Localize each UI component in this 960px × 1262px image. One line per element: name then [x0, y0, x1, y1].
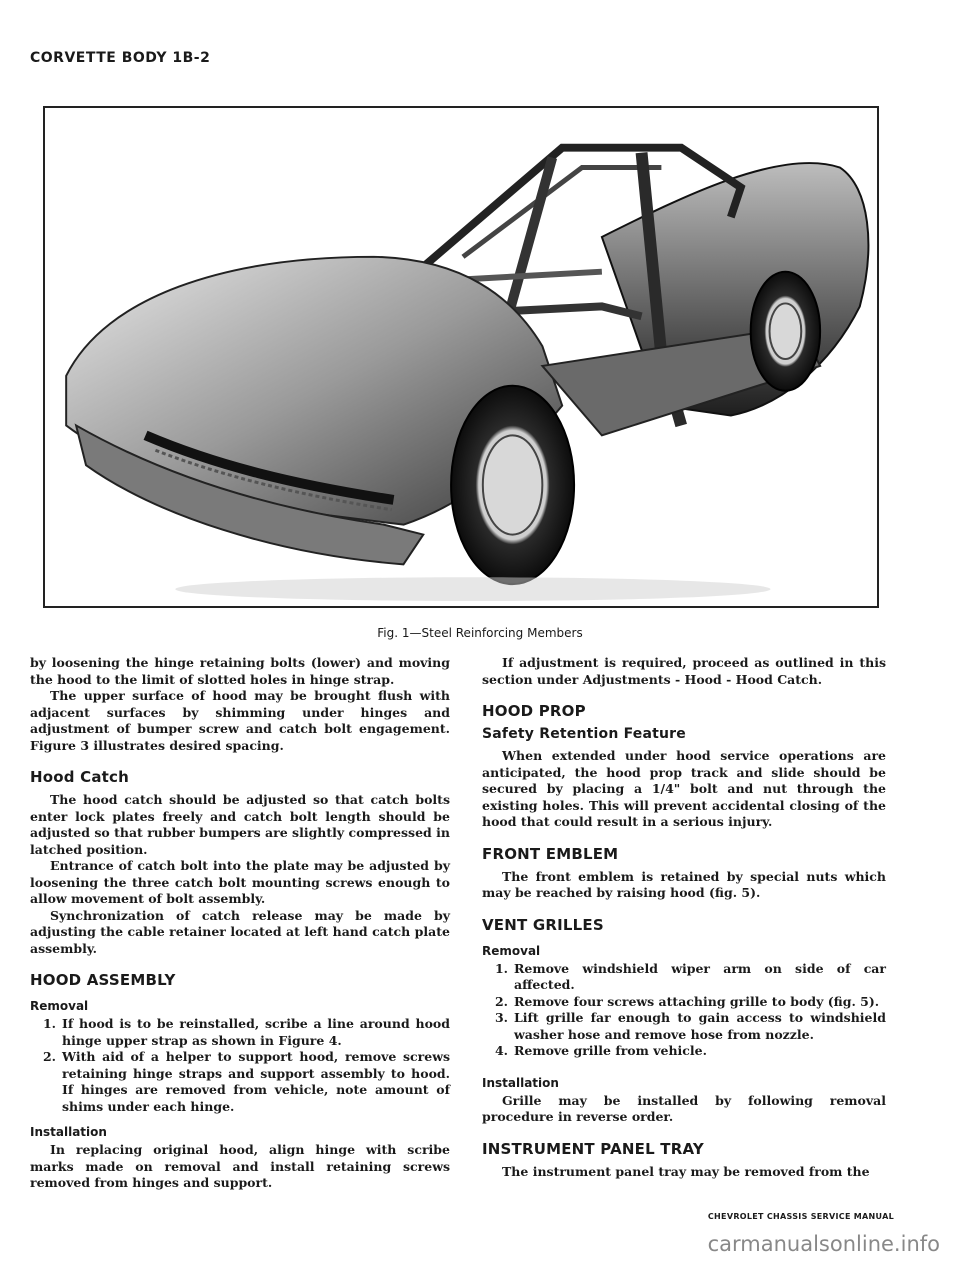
paragraph: The upper surface of hood may be brought flush with adjacent surfaces by shimming under hinges and adjustment of bumper screw and catch bolt engagement. Figure 3 illustrates desired spacing. — [30, 688, 450, 753]
figure-steel-reinforcing-members — [43, 106, 879, 608]
corvette-body-illustration — [45, 108, 877, 606]
subheading-installation: Installation — [30, 1125, 107, 1139]
subheading-removal: Removal — [482, 943, 541, 958]
section-heading-hood-prop: HOOD PROP — [482, 702, 586, 720]
removal-steps-list — [482, 961, 886, 1060]
section-heading-vent-grilles: VENT GRILLES — [482, 915, 604, 934]
paragraph: When extended under hood service operations are anticipated, the hood prop track and slide should be secured by placing a 1/4" bolt and nut through the existing holes. This will prevent accidental closing of the hood that could result in a serious injury. — [482, 748, 886, 829]
subheading-removal: Removal — [30, 999, 89, 1013]
subheading-safety-retention: Safety Retention Feature — [482, 726, 686, 742]
removal-steps-list — [30, 1016, 450, 1115]
section-heading-hood-assembly: HOOD ASSEMBLY — [30, 971, 176, 989]
paragraph: Entrance of catch bolt into the plate may be adjusted by loosening the three catch bolt mounting screws enough to allow movement of bolt assembly. — [30, 858, 450, 906]
watermark: carmanualsonline.info — [707, 1232, 940, 1256]
paragraph: In replacing original hood, align hinge with scribe marks made on removal and install retaining screws removed from hinges and support. — [30, 1142, 450, 1190]
subheading-installation: Installation — [482, 1075, 559, 1090]
paragraph: The hood catch should be adjusted so that catch bolts enter lock plates freely and catch bolt length should be adjusted so that rubber bumpers are slightly compressed in latched position. — [30, 792, 450, 857]
section-heading-instrument-panel-tray: INSTRUMENT PANEL TRAY — [482, 1139, 704, 1158]
paragraph: The front emblem is retained by special nuts which may be reached by raising hood (fig. 5). — [482, 868, 886, 900]
paragraph: by loosening the hinge retaining bolts (lower) and moving the hood to the limit of slotted holes in hinge strap. — [30, 655, 450, 687]
left-column — [30, 655, 450, 1192]
section-heading-front-emblem: FRONT EMBLEM — [482, 844, 619, 863]
list-item: 4. Remove grille from vehicle. — [494, 1043, 707, 1058]
running-head: CORVETTE BODY 1B-2 — [30, 50, 211, 66]
list-item: 1. Remove windshield wiper arm on side of car affected. — [494, 960, 886, 992]
footer-manual-title: CHEVROLET CHASSIS SERVICE MANUAL — [707, 1212, 894, 1221]
list-item: 2. With aid of a helper to support hood, remove screws retaining hinge straps and support assembly to hood. If hinges are removed from vehicle, note amount of shims under each hinge. — [42, 1049, 450, 1114]
paragraph: The instrument panel tray may be removed from the — [502, 1163, 870, 1179]
figure-caption: Fig. 1—Steel Reinforcing Members — [377, 626, 583, 640]
list-item: 3. Lift grille far enough to gain access to windshield washer hose and remove hose from nozzle. — [494, 1010, 886, 1042]
paragraph: If adjustment is required, proceed as outlined in this section under Adjustments - Hood - Hood Catch. — [482, 655, 886, 687]
section-heading-hood-catch: Hood Catch — [30, 768, 129, 786]
list-item: 2. Remove four screws attaching grille to body (fig. 5). — [494, 993, 880, 1009]
list-item: 1. If hood is to be reinstalled, scribe a line around hood hinge upper strap as shown in Figure 4. — [42, 1016, 450, 1048]
right-column — [482, 655, 886, 1180]
paragraph: Synchronization of catch release may be made by adjusting the cable retainer located at left hand catch plate assembly. — [30, 907, 450, 956]
paragraph: Grille may be installed by following removal procedure in reverse order. — [482, 1092, 886, 1124]
